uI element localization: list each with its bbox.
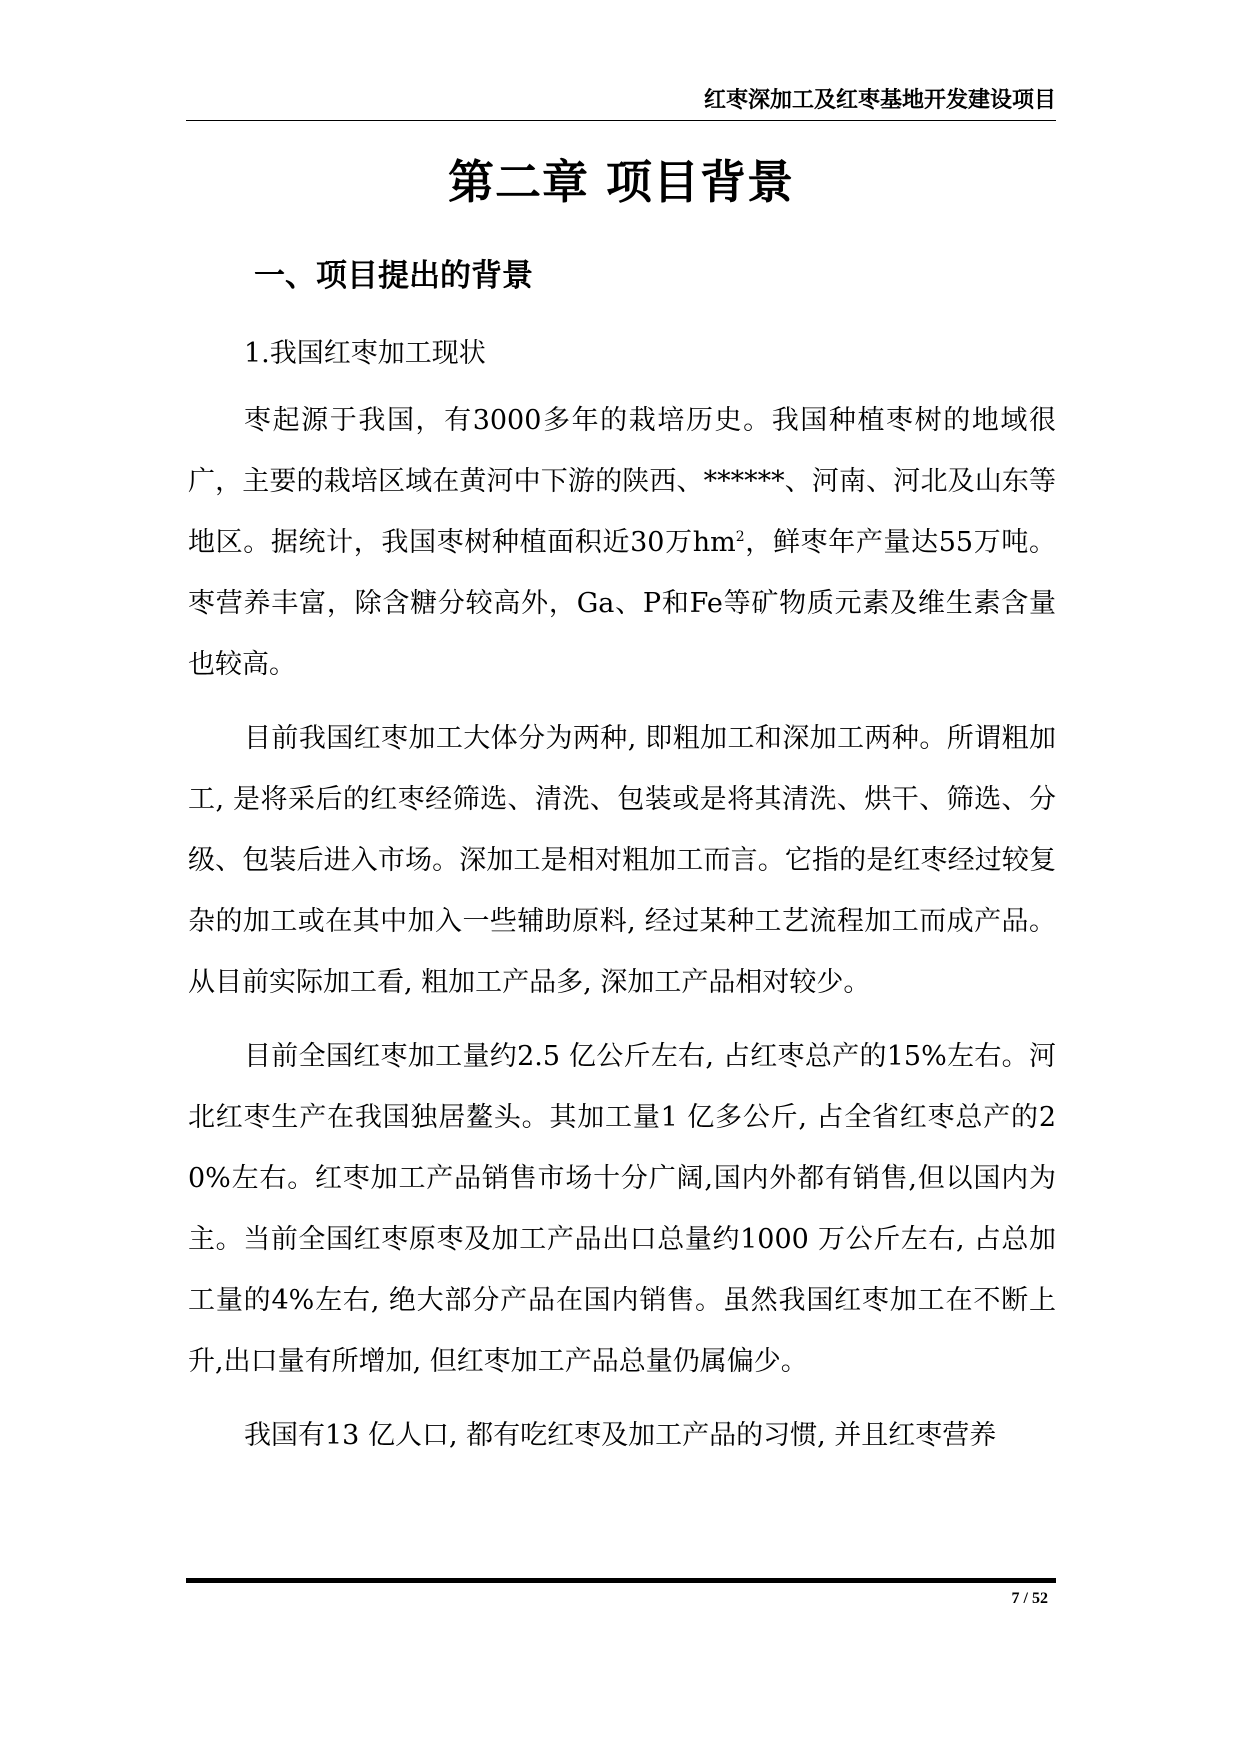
header-rule: [186, 120, 1056, 121]
running-header: 红枣深加工及红枣基地开发建设项目: [703, 88, 1056, 113]
paragraph-1: [188, 390, 1056, 695]
page-number: 7 / 52: [1011, 1590, 1048, 1607]
paragraph-2: 目前我国红枣加工大体分为两种, 即粗加工和深加工两种。所谓粗加工, 是将采后的红枣经筛选、清洗、包装或是将其清洗、烘干、筛选、分级、包装后进入市场。深加工是相对粗加工而言。它指的是红枣经过较复杂的加工或在其中加入一些辅助原料, 经过某种工艺流程加工而成产品。从目前实际加工看, 粗加工产品多, 深加工产品相对较少。: [188, 723, 1056, 998]
paragraph-3: 目前全国红枣加工量约2.5 亿公斤左右, 占红枣总产的15%左右。河北红枣生产在我国独居鳌头。其加工量1 亿多公斤, 占全省红枣总产的20%左右。红枣加工产品销售市场十分广阔,国内外都有销售,但以国内为主。当前全国红枣原枣及加工产品出口总量约1000 万公斤左右, 占总加工量的4%左右, 绝大部分产品在国内销售。虽然我国红枣加工在不断上升,出口量有所增加, 但红枣加工产品总量仍属偏少。: [188, 1041, 1056, 1377]
sub-heading: 1.我国红枣加工现状: [244, 338, 486, 369]
superscript: 2: [735, 529, 745, 545]
paragraph-4: 我国有13 亿人口, 都有吃红枣及加工产品的习惯, 并且红枣营养: [244, 1420, 997, 1451]
section-heading: 一、项目提出的背景: [254, 258, 533, 294]
paragraph-1-text-b: ，鲜枣年产量达55万吨。枣营养丰富，除含糖分较高外，Ga、P和Fe等矿物质元素及维生素含量也较高。: [188, 527, 1056, 680]
chapter-title: 第二章 项目背景: [447, 155, 794, 209]
footer-rule: [186, 1578, 1056, 1583]
body-text: [188, 390, 1056, 1479]
paragraph-1-text-a: 枣起源于我国，有3000多年的栽培历史。我国种植枣树的地域很广，主要的栽培区域在黄河中下游的陕西、******、河南、河北及山东等地区。据统计，我国枣树种植面积近30万hm: [188, 405, 1056, 558]
